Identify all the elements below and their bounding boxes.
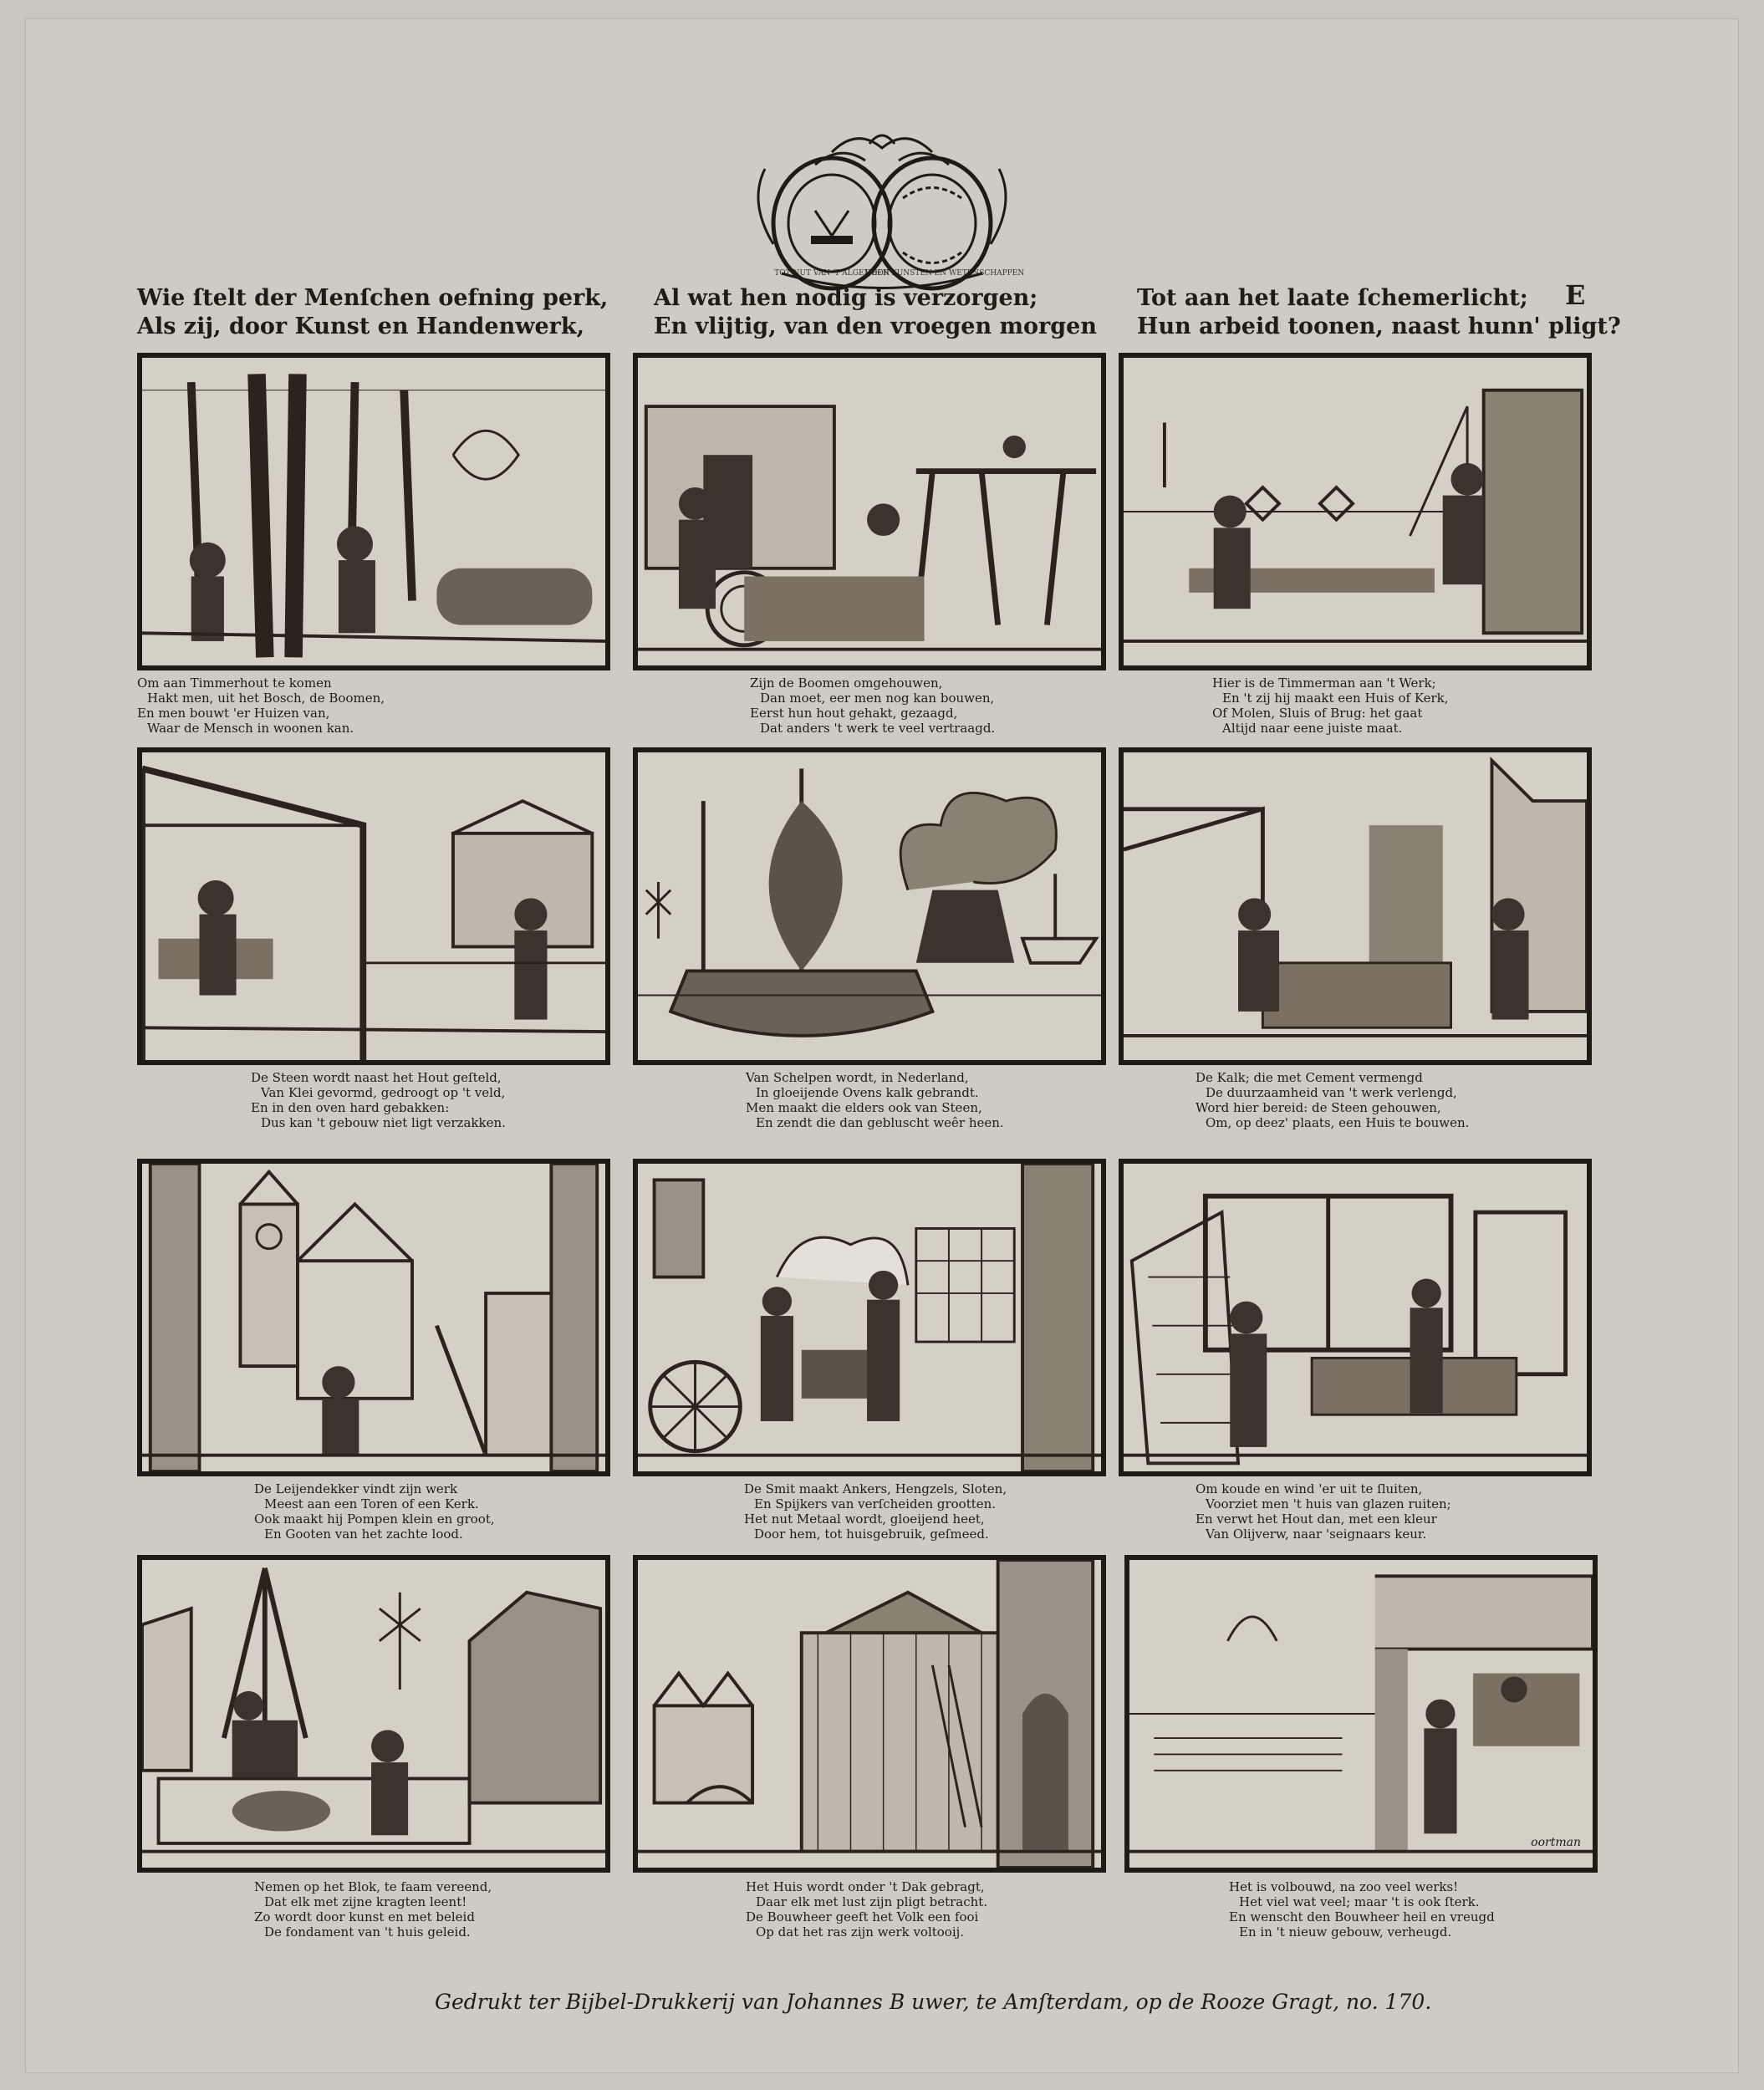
caption-line: Daar elk met lust zijn pligt betracht. bbox=[756, 1894, 988, 1909]
caption-line: De Steen wordt naast het Hout geſteld, bbox=[251, 1070, 502, 1085]
verse-line: En vlijtig, van den vroegen morgen bbox=[654, 314, 1097, 339]
caption-line: Op dat het ras zijn werk voltooij. bbox=[756, 1924, 965, 1940]
woodcut-sawyers bbox=[633, 353, 1106, 670]
caption-lime-kiln bbox=[746, 1070, 1219, 1130]
caption-line: De Bouwheer geeft het Volk een fooi bbox=[746, 1909, 979, 1924]
caption-line: Dat elk met zijne kragten leent! bbox=[264, 1894, 467, 1909]
woodcut-house-finished bbox=[1124, 1555, 1598, 1873]
caption-line: Nemen op het Blok, te faam vereend, bbox=[254, 1879, 492, 1894]
woodcut-glaziers bbox=[1119, 1159, 1592, 1476]
caption-line: En wenscht den Bouwheer heil en vreugd bbox=[1229, 1909, 1495, 1924]
caption-line: Om, op deez' plaats, een Huis te bouwen. bbox=[1206, 1115, 1470, 1130]
verse-line: Wie ſtelt der Menſchen oefning perk, bbox=[137, 285, 609, 311]
caption-line: En 't zij hij maakt een Huis of Kerk, bbox=[1222, 691, 1449, 706]
caption-line: De Smit maakt Ankers, Hengzels, Sloten, bbox=[744, 1481, 1007, 1496]
caption-sawyers bbox=[750, 675, 1223, 736]
verse-line: Al wat hen nodig is verzorgen; bbox=[654, 285, 1038, 311]
caption-line: Eerst hun hout gehakt, gezaagd, bbox=[750, 706, 958, 721]
caption-line: De Leijendekker vindt zijn werk bbox=[254, 1481, 458, 1496]
caption-woodcutters bbox=[137, 675, 610, 736]
caption-line: Hakt men, uit het Bosch, de Boomen, bbox=[147, 691, 385, 706]
verse-line: Als zij, door Kunst en Handenwerk, bbox=[137, 314, 584, 339]
caption-line: Zo wordt door kunst en met beleid bbox=[254, 1909, 475, 1924]
caption-line: Ook maakt hij Pompen klein en groot, bbox=[254, 1511, 495, 1527]
caption-line: De duurzaamheid van 't werk verlengd, bbox=[1206, 1085, 1457, 1100]
woodcut-carpenters bbox=[1119, 353, 1592, 670]
caption-line: Door hem, tot huisgebruik, geſmeed. bbox=[754, 1527, 989, 1542]
caption-line: Om aan Timmerhout te komen bbox=[137, 675, 332, 691]
woodcut-brickmakers bbox=[137, 747, 610, 1065]
woodcut-topping-out bbox=[633, 1555, 1106, 1873]
woodcut-masons bbox=[1119, 747, 1592, 1065]
caption-line: Men maakt die elders ook van Steen, bbox=[746, 1100, 982, 1115]
caption-line: Van Olijverw, naar 'seignaars keur. bbox=[1206, 1527, 1427, 1542]
caption-pile-drivers bbox=[254, 1879, 727, 1940]
caption-line: Word hier bereid: de Steen gehouwen, bbox=[1196, 1100, 1441, 1115]
printer-imprint: Gedrukt ter Bijbel-Drukkerij van Johannes B uwer, te Amſterdam, op de Rooze Gragt, no. 170. bbox=[435, 1990, 1432, 2014]
caption-smiths bbox=[744, 1481, 1217, 1542]
emblem-seal bbox=[732, 119, 1032, 294]
caption-masons bbox=[1196, 1070, 1669, 1130]
header-verse-col-2 bbox=[654, 284, 1172, 341]
caption-line: En zendt die dan gebluscht weêr heen. bbox=[756, 1115, 1004, 1130]
caption-line: En in 't nieuw gebouw, verheugd. bbox=[1239, 1924, 1452, 1940]
caption-topping-out bbox=[746, 1879, 1219, 1940]
broadsheet-page bbox=[25, 18, 1739, 2073]
caption-line: De fondament van 't huis geleid. bbox=[264, 1924, 471, 1940]
emblem-motto-left: TOT NUT VAN 'T ALGEMEEN bbox=[774, 269, 890, 278]
caption-line: Dan moet, eer men nog kan bouwen, bbox=[760, 691, 995, 706]
caption-line: Het Huis wordt onder 't Dak gebragt, bbox=[746, 1879, 985, 1894]
woodcut-smiths bbox=[633, 1159, 1106, 1476]
caption-line: Het is volbouwd, na zoo veel werks! bbox=[1229, 1879, 1459, 1894]
caption-line: Of Molen, Sluis of Brug: het gaat bbox=[1212, 706, 1423, 721]
caption-line: En men bouwt 'er Huizen van, bbox=[137, 706, 330, 721]
caption-line: Om koude en wind 'er uit te ſluiten, bbox=[1196, 1481, 1423, 1496]
caption-line: Dat anders 't werk te veel vertraagd. bbox=[760, 721, 996, 736]
caption-line: Waar de Mensch in woonen kan. bbox=[147, 721, 354, 736]
caption-line: En Gooten van het zachte lood. bbox=[264, 1527, 463, 1542]
verse-line: Hun arbeid toonen, naast hunn' pligt? bbox=[1137, 314, 1621, 339]
woodcut-roofer bbox=[137, 1159, 610, 1476]
emblem-motto-right: DOOR KUNSTEN EN WETENSCHAPPEN bbox=[864, 269, 1025, 278]
caption-line: En in den oven hard gebakken: bbox=[251, 1100, 450, 1115]
woodcut-pile-drivers bbox=[137, 1555, 610, 1873]
caption-brickmakers bbox=[251, 1070, 724, 1130]
caption-line: Meest aan een Toren of een Kerk. bbox=[264, 1496, 479, 1511]
caption-line: In gloeijende Ovens kalk gebrandt. bbox=[756, 1085, 979, 1100]
caption-line: Zijn de Boomen omgehouwen, bbox=[750, 675, 943, 691]
caption-line: Dus kan 't gebouw niet ligt verzakken. bbox=[261, 1115, 506, 1130]
woodcut-lime-kiln bbox=[633, 747, 1106, 1065]
caption-roofer bbox=[254, 1481, 727, 1542]
caption-house-finished bbox=[1229, 1879, 1702, 1940]
caption-line: En Spijkers van verſcheiden grootten. bbox=[754, 1496, 997, 1511]
caption-line: Voorziet men 't huis van glazen ruiten; bbox=[1206, 1496, 1451, 1511]
caption-line: De Kalk; die met Cement vermengd bbox=[1196, 1070, 1423, 1085]
caption-line: Hier is de Timmerman aan 't Werk; bbox=[1212, 675, 1436, 691]
woodcut-woodcutters bbox=[137, 353, 610, 670]
caption-line: En verwt het Hout dan, met een kleur bbox=[1196, 1511, 1437, 1527]
verse-line: Tot aan het laate ſchemerlicht; bbox=[1137, 285, 1528, 311]
sheet-mark: E bbox=[1565, 279, 1586, 311]
caption-line: Het nut Metaal wordt, gloeijend heet, bbox=[744, 1511, 985, 1527]
caption-glaziers bbox=[1196, 1481, 1669, 1542]
header-verse-col-1 bbox=[137, 284, 655, 341]
caption-line: Het viel wat veel; maar 't is ook ſterk. bbox=[1239, 1894, 1480, 1909]
caption-line: Altijd naar eene juiste maat. bbox=[1222, 721, 1403, 736]
caption-carpenters bbox=[1212, 675, 1685, 736]
caption-line: Van Schelpen wordt, in Nederland, bbox=[746, 1070, 969, 1085]
caption-line: Van Klei gevormd, gedroogt op 't veld, bbox=[261, 1085, 506, 1100]
engraver-signature: oortman bbox=[1531, 1836, 1581, 1849]
